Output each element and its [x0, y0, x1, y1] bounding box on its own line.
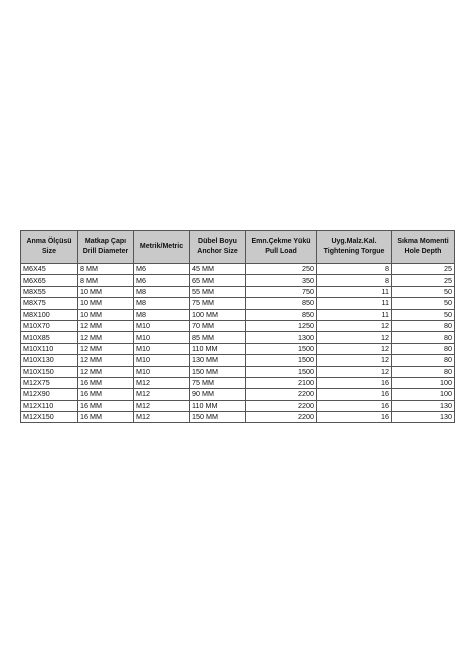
cell-hole-depth: 130	[392, 400, 455, 411]
cell-anchor-size: 85 MM	[190, 332, 246, 343]
cell-anchor-size: 45 MM	[190, 264, 246, 275]
cell-anchor-size: 75 MM	[190, 377, 246, 388]
cell-metric: M6	[134, 264, 190, 275]
cell-pull-load: 2200	[246, 400, 317, 411]
cell-drill-diameter: 8 MM	[78, 264, 134, 275]
header-metric	[134, 231, 190, 264]
cell-size: M12X90	[21, 389, 78, 400]
cell-size: M6X45	[21, 264, 78, 275]
cell-size: M6X65	[21, 275, 78, 286]
cell-size: M12X75	[21, 377, 78, 388]
cell-pull-load: 350	[246, 275, 317, 286]
cell-pull-load: 850	[246, 309, 317, 320]
cell-metric: M8	[134, 298, 190, 309]
cell-pull-load: 2100	[246, 377, 317, 388]
cell-tightening-torque: 12	[317, 332, 392, 343]
cell-drill-diameter: 12 MM	[78, 355, 134, 366]
cell-metric: M6	[134, 275, 190, 286]
cell-hole-depth: 80	[392, 366, 455, 377]
header-size	[21, 231, 78, 264]
cell-metric: M8	[134, 309, 190, 320]
cell-size: M8X75	[21, 298, 78, 309]
cell-anchor-size: 90 MM	[190, 389, 246, 400]
table-row	[21, 309, 455, 320]
cell-tightening-torque: 12	[317, 343, 392, 354]
cell-anchor-size: 110 MM	[190, 343, 246, 354]
cell-pull-load: 1500	[246, 343, 317, 354]
cell-metric: M10	[134, 366, 190, 377]
header-label-line: Uyg.Malz.Kal.	[331, 238, 377, 245]
cell-metric: M12	[134, 400, 190, 411]
cell-pull-load: 1300	[246, 332, 317, 343]
cell-tightening-torque: 11	[317, 286, 392, 297]
header-hole-depth	[392, 231, 455, 264]
table-row	[21, 377, 455, 388]
cell-hole-depth: 100	[392, 389, 455, 400]
table-row	[21, 400, 455, 411]
table-row	[21, 366, 455, 377]
cell-drill-diameter: 16 MM	[78, 412, 134, 423]
cell-hole-depth: 100	[392, 377, 455, 388]
cell-pull-load: 1500	[246, 366, 317, 377]
cell-drill-diameter: 10 MM	[78, 309, 134, 320]
cell-metric: M12	[134, 377, 190, 388]
header-drill-diameter	[78, 231, 134, 264]
cell-anchor-size: 150 MM	[190, 366, 246, 377]
table-row	[21, 412, 455, 423]
header-label-line: Anchor Size	[197, 248, 238, 255]
cell-drill-diameter: 12 MM	[78, 332, 134, 343]
cell-tightening-torque: 16	[317, 377, 392, 388]
header-label-line: Anma Ölçüsü	[26, 238, 72, 245]
cell-anchor-size: 110 MM	[190, 400, 246, 411]
cell-pull-load: 1500	[246, 355, 317, 366]
anchor-spec-table	[20, 230, 455, 423]
cell-hole-depth: 50	[392, 286, 455, 297]
cell-drill-diameter: 12 MM	[78, 366, 134, 377]
header-label-line: Tightening Torgue	[323, 248, 385, 255]
cell-size: M12X110	[21, 400, 78, 411]
table-row	[21, 355, 455, 366]
cell-metric: M12	[134, 389, 190, 400]
cell-tightening-torque: 12	[317, 366, 392, 377]
table-row	[21, 286, 455, 297]
cell-hole-depth: 25	[392, 264, 455, 275]
header-label-line: Metrik/Metric	[139, 243, 184, 250]
table-row	[21, 343, 455, 354]
cell-anchor-size: 65 MM	[190, 275, 246, 286]
cell-anchor-size: 100 MM	[190, 309, 246, 320]
header-label-line: Pull Load	[265, 248, 297, 255]
table-row	[21, 298, 455, 309]
cell-anchor-size: 150 MM	[190, 412, 246, 423]
table-row	[21, 275, 455, 286]
cell-drill-diameter: 12 MM	[78, 343, 134, 354]
cell-tightening-torque: 11	[317, 309, 392, 320]
cell-pull-load: 2200	[246, 389, 317, 400]
table-row	[21, 320, 455, 331]
table-header	[21, 231, 455, 264]
cell-size: M8X100	[21, 309, 78, 320]
cell-pull-load: 2200	[246, 412, 317, 423]
cell-tightening-torque: 16	[317, 389, 392, 400]
cell-pull-load: 750	[246, 286, 317, 297]
cell-pull-load: 850	[246, 298, 317, 309]
cell-size: M12X150	[21, 412, 78, 423]
cell-anchor-size: 75 MM	[190, 298, 246, 309]
cell-pull-load: 1250	[246, 320, 317, 331]
cell-tightening-torque: 8	[317, 264, 392, 275]
cell-hole-depth: 80	[392, 320, 455, 331]
cell-drill-diameter: 16 MM	[78, 389, 134, 400]
header-label-line: Dübel Boyu	[198, 238, 237, 245]
cell-drill-diameter: 16 MM	[78, 400, 134, 411]
cell-metric: M12	[134, 412, 190, 423]
cell-anchor-size: 55 MM	[190, 286, 246, 297]
cell-hole-depth: 80	[392, 332, 455, 343]
header-label-line: Size	[41, 248, 56, 255]
cell-metric: M8	[134, 286, 190, 297]
cell-metric: M10	[134, 343, 190, 354]
cell-drill-diameter: 12 MM	[78, 320, 134, 331]
header-anchor-size	[190, 231, 246, 264]
header-label-line: Hole Depth	[404, 248, 442, 255]
cell-tightening-torque: 8	[317, 275, 392, 286]
header-label-line: Drill Diameter	[82, 248, 129, 255]
cell-drill-diameter: 8 MM	[78, 275, 134, 286]
header-label-line: Sıkma Momenti	[397, 238, 449, 245]
header-label-line: Matkap Çapı	[84, 238, 127, 245]
cell-pull-load: 250	[246, 264, 317, 275]
cell-drill-diameter: 16 MM	[78, 377, 134, 388]
cell-hole-depth: 25	[392, 275, 455, 286]
cell-metric: M10	[134, 355, 190, 366]
cell-hole-depth: 50	[392, 298, 455, 309]
cell-size: M8X55	[21, 286, 78, 297]
cell-metric: M10	[134, 320, 190, 331]
cell-size: M10X85	[21, 332, 78, 343]
table-body	[21, 264, 455, 423]
cell-hole-depth: 80	[392, 355, 455, 366]
table-row	[21, 389, 455, 400]
cell-size: M10X70	[21, 320, 78, 331]
cell-anchor-size: 70 MM	[190, 320, 246, 331]
cell-size: M10X110	[21, 343, 78, 354]
cell-size: M10X150	[21, 366, 78, 377]
header-row	[21, 231, 455, 264]
cell-tightening-torque: 12	[317, 355, 392, 366]
header-tightening-torque	[317, 231, 392, 264]
table-row	[21, 332, 455, 343]
table-row	[21, 264, 455, 275]
cell-metric: M10	[134, 332, 190, 343]
header-pull-load	[246, 231, 317, 264]
cell-hole-depth: 80	[392, 343, 455, 354]
cell-tightening-torque: 12	[317, 320, 392, 331]
header-label-line: Emn.Çekme Yükü	[251, 238, 311, 245]
cell-tightening-torque: 11	[317, 298, 392, 309]
cell-drill-diameter: 10 MM	[78, 286, 134, 297]
cell-tightening-torque: 16	[317, 412, 392, 423]
cell-size: M10X130	[21, 355, 78, 366]
cell-drill-diameter: 10 MM	[78, 298, 134, 309]
cell-hole-depth: 50	[392, 309, 455, 320]
cell-hole-depth: 130	[392, 412, 455, 423]
cell-anchor-size: 130 MM	[190, 355, 246, 366]
cell-tightening-torque: 16	[317, 400, 392, 411]
